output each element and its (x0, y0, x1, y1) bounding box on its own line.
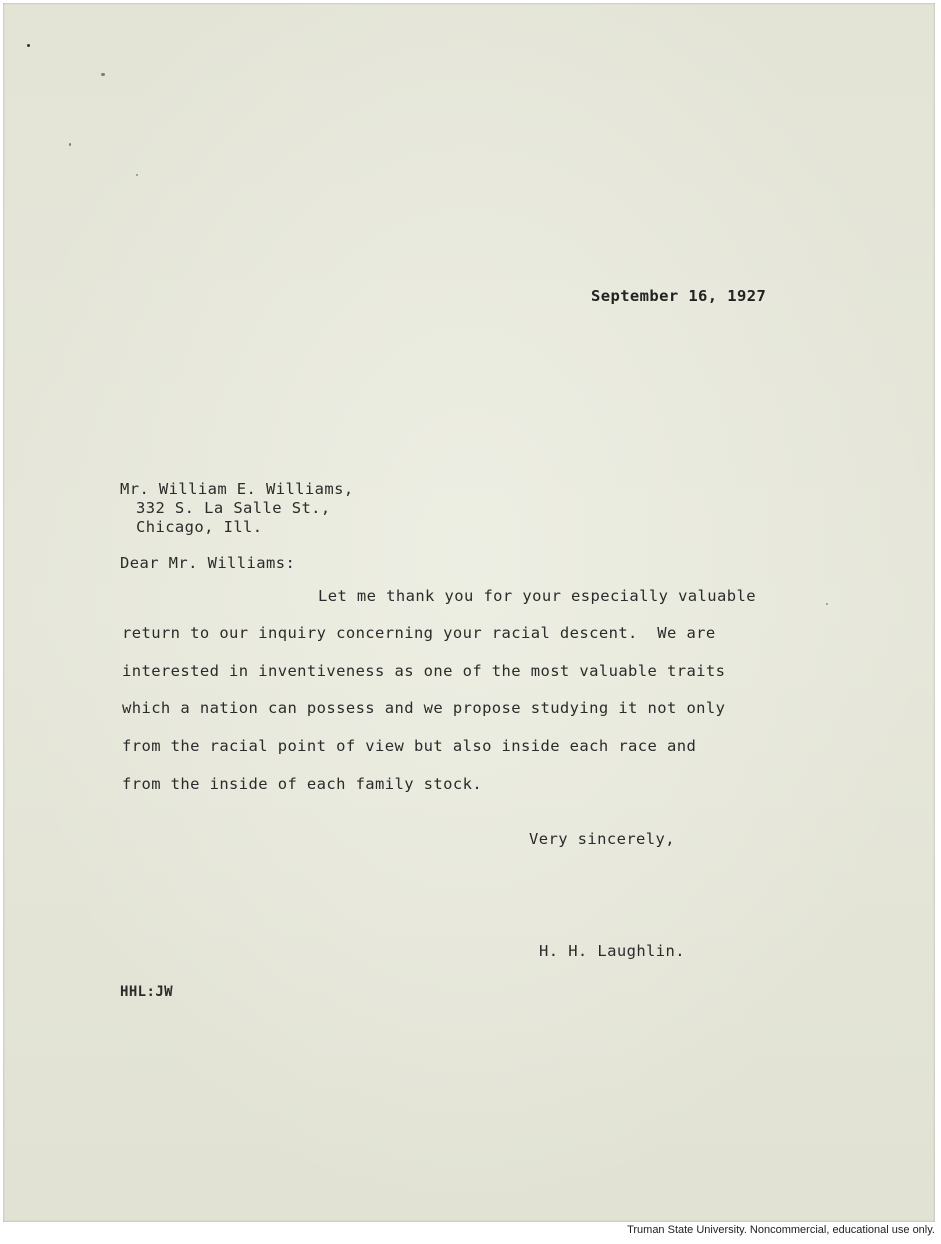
paper-speck (27, 44, 30, 47)
letter-paper (3, 3, 935, 1222)
recipient-street: 332 S. La Salle St., (136, 499, 331, 517)
usage-credit: Truman State University. Noncommercial, educational use only. (627, 1224, 935, 1236)
salutation: Dear Mr. Williams: (120, 554, 296, 572)
reference-initials: HHL:JW (120, 984, 173, 1000)
body-line: from the racial point of view but also inside each race and (122, 737, 697, 755)
body-line: Let me thank you for your especially valuable (318, 587, 756, 605)
paper-speck (69, 143, 71, 146)
body-line: from the inside of each family stock. (122, 775, 483, 793)
paper-speck (101, 73, 105, 76)
signature-name: H. H. Laughlin. (539, 942, 685, 960)
body-line: return to our inquiry concerning your racial descent. We are (122, 624, 716, 642)
body-line: which a nation can possess and we propose studying it not only (122, 699, 726, 717)
closing: Very sincerely, (529, 830, 675, 848)
letter-date: September 16, 1927 (591, 287, 767, 305)
recipient-name: Mr. William E. Williams, (120, 480, 354, 498)
paper-speck (826, 603, 828, 605)
recipient-city: Chicago, Ill. (136, 518, 263, 536)
paper-speck (136, 174, 138, 176)
body-line: interested in inventiveness as one of the most valuable traits (122, 662, 726, 680)
